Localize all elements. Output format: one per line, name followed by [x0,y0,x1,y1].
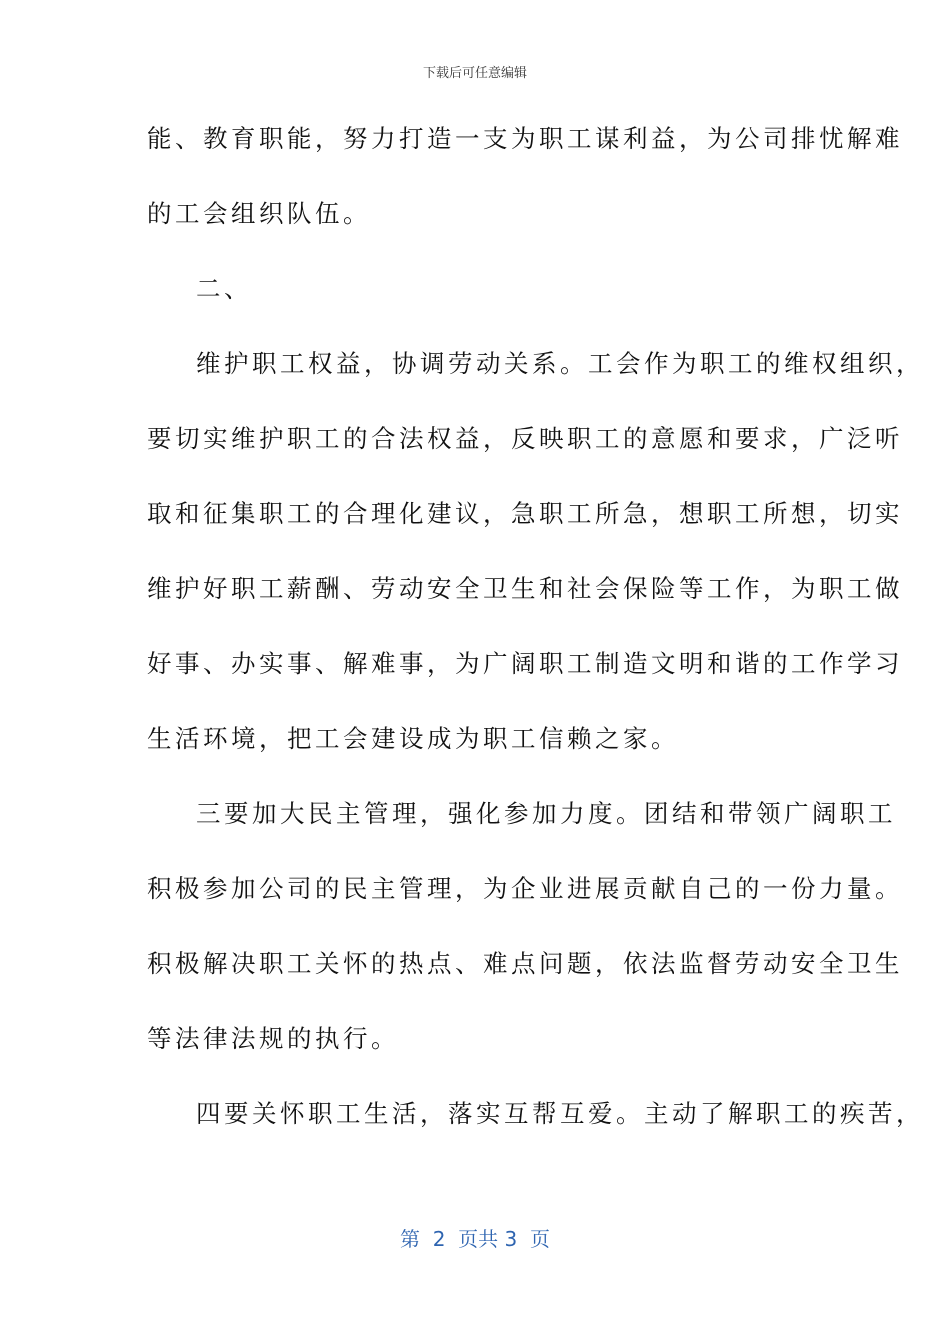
section-heading: 二、 [196,274,252,303]
paragraph-line: 好事、办实事、解难事，为广阔职工制造文明和谐的工作学习 [147,649,903,678]
paragraph-line: 积极参加公司的民主管理，为企业进展贡献自己的一份力量。 [147,874,903,903]
paragraph-line: 维护职工权益，协调劳动关系。工会作为职工的维权组织， [196,349,924,378]
paragraph-line: 要切实维护职工的合法权益，反映职工的意愿和要求，广泛听 [147,424,903,453]
paragraph-line: 取和征集职工的合理化建议，急职工所急，想职工所想，切实 [147,499,903,528]
paragraph-line: 生活环境，把工会建设成为职工信赖之家。 [147,724,679,753]
paragraph-line: 能、教育职能，努力打造一支为职工谋利益，为公司排忧解难 [147,124,903,153]
page-header-note: 下载后可任意编辑 [422,66,527,81]
paragraph-line: 等法律法规的执行。 [147,1024,399,1053]
document-body [147,124,924,1174]
page-number: 第 2 页共 3 页 [400,1227,550,1251]
paragraph-line: 三要加大民主管理，强化参加力度。团结和带领广阔职工 [196,799,896,828]
paragraph-line: 积极解决职工关怀的热点、难点问题，依法监督劳动安全卫生 [147,949,903,978]
paragraph-line: 的工会组织队伍。 [147,199,371,228]
paragraph-line: 四要关怀职工生活，落实互帮互爱。主动了解职工的疾苦， [196,1099,924,1128]
paragraph-line: 维护好职工薪酬、劳动安全卫生和社会保险等工作，为职工做 [147,574,903,603]
